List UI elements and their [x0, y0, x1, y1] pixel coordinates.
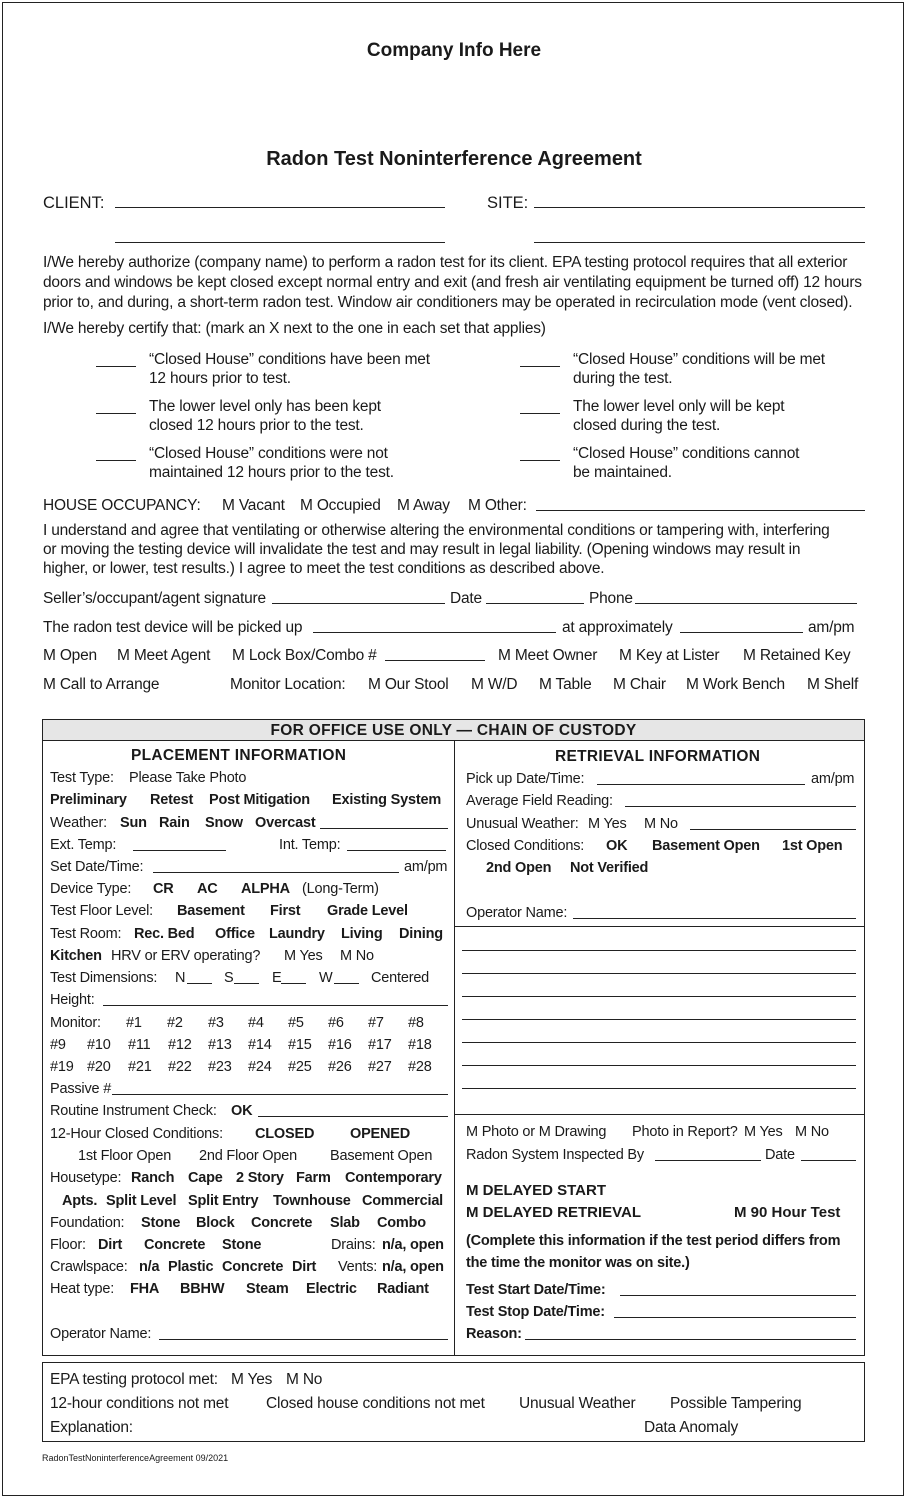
placement-heading: PLACEMENT INFORMATION: [131, 747, 347, 764]
floor-dirt[interactable]: Dirt: [98, 1237, 123, 1253]
hrv-yes[interactable]: M Yes: [284, 948, 323, 964]
floor-basement[interactable]: Basement: [177, 903, 245, 919]
loc-wd[interactable]: M W/D: [471, 676, 518, 693]
test-start-field[interactable]: [620, 1295, 856, 1296]
crawlspace-label: Crawlspace:: [50, 1259, 128, 1275]
monitor-option[interactable]: #24: [248, 1059, 272, 1075]
office-use-title: FOR OFFICE USE ONLY — CHAIN OF CUSTODY: [43, 720, 864, 741]
crawl-concrete[interactable]: Concrete: [222, 1259, 284, 1275]
access-lockbox[interactable]: M Lock Box/Combo #: [232, 647, 377, 664]
radon-system-field[interactable]: [655, 1160, 761, 1161]
photo-report-no[interactable]: M No: [795, 1124, 829, 1140]
understand-line-3: higher, or lower, test results.) I agree to meet the test conditions as described above.: [43, 560, 605, 577]
int-temp-field[interactable]: [347, 850, 446, 851]
epa-possible-tampering[interactable]: Possible Tampering: [670, 1395, 802, 1412]
room-kitchen[interactable]: Kitchen: [50, 948, 102, 964]
cond-5-b: maintained 12 hours prior to the test.: [149, 464, 394, 481]
pickup-date-ampm: am/pm: [811, 771, 855, 787]
cond-mark-1[interactable]: [96, 366, 136, 367]
unusual-field[interactable]: [690, 829, 856, 830]
floor-grade-level[interactable]: Grade Level: [327, 903, 408, 919]
understand-line-1: I understand and agree that ventilating or otherwise altering the environmental conditions or tampering with, interfering: [43, 522, 830, 539]
monitor-option[interactable]: #22: [168, 1059, 192, 1075]
house-contemporary[interactable]: Contemporary: [345, 1170, 442, 1186]
room-dining[interactable]: Dining: [399, 926, 443, 942]
site-field[interactable]: [534, 207, 865, 208]
form-footer: RadonTestNoninterferenceAgreement 09/2021: [42, 1453, 229, 1463]
weather-field[interactable]: [320, 828, 448, 829]
epa-yes[interactable]: M Yes: [231, 1371, 273, 1388]
room-rec-bed[interactable]: Rec. Bed: [134, 926, 195, 942]
monitor-option[interactable]: #27: [368, 1059, 392, 1075]
note-line[interactable]: [462, 1042, 856, 1043]
heat-type-label: Heat type:: [50, 1281, 115, 1297]
note-line[interactable]: [462, 1065, 856, 1066]
loc-chair[interactable]: M Chair: [613, 676, 666, 693]
office-divider: [454, 741, 455, 1355]
cond-6-a: “Closed House” conditions cannot: [573, 445, 800, 462]
cond-6-b: be maintained.: [573, 464, 672, 481]
floor-level-label: Test Floor Level:: [50, 903, 153, 919]
monitor-option[interactable]: #28: [408, 1059, 432, 1075]
occupancy-occupied[interactable]: M Occupied: [300, 497, 381, 514]
monitor-option[interactable]: #4: [248, 1015, 264, 1031]
type-retest[interactable]: Retest: [150, 792, 194, 808]
cond-4-a: The lower level only will be kept: [573, 398, 785, 415]
monitor-option[interactable]: #8: [408, 1015, 424, 1031]
vents-label: Vents:: [338, 1259, 378, 1275]
cond-3-b: closed 12 hours prior to the test.: [149, 417, 364, 434]
ninety-hour-test[interactable]: M 90 Hour Test: [734, 1204, 841, 1221]
monitor-option[interactable]: #14: [248, 1037, 272, 1053]
house-commercial[interactable]: Commercial: [362, 1193, 444, 1209]
monitor-option[interactable]: #25: [288, 1059, 312, 1075]
occupancy-label: HOUSE OCCUPANCY:: [43, 497, 201, 514]
note-line[interactable]: [462, 1019, 856, 1020]
passive-label: Passive #: [50, 1081, 112, 1097]
monitor-option[interactable]: #12: [168, 1037, 192, 1053]
retrieval-divider-2: [454, 1114, 864, 1115]
monitor-option[interactable]: #7: [368, 1015, 384, 1031]
loc-our-stool[interactable]: M Our Stool: [368, 676, 449, 693]
access-retained-key[interactable]: M Retained Key: [743, 647, 851, 664]
epa-met-label: EPA testing protocol met:: [50, 1371, 218, 1388]
pickup-field[interactable]: [313, 632, 556, 633]
test-start-label: Test Start Date/Time:: [466, 1282, 606, 1298]
room-office[interactable]: Office: [215, 926, 255, 942]
avg-reading-label: Average Field Reading:: [466, 793, 613, 809]
intro-line-3: prior to, and during, a short-term radon test. Window air conditioners may be operated in recirculation mode (vent closed).: [43, 294, 853, 311]
cond-mark-3[interactable]: [96, 413, 136, 414]
access-open[interactable]: M Open: [43, 647, 97, 664]
delayed-start[interactable]: M DELAYED START: [466, 1182, 607, 1199]
floor-first[interactable]: First: [270, 903, 301, 919]
heat-steam[interactable]: Steam: [246, 1281, 289, 1297]
type-existing-system[interactable]: Existing System: [332, 792, 442, 808]
monitor-label: Monitor:: [50, 1015, 101, 1031]
cond-closed[interactable]: CLOSED: [255, 1126, 315, 1142]
monitor-option[interactable]: #10: [87, 1037, 111, 1053]
floor-concrete[interactable]: Concrete: [144, 1237, 206, 1253]
lockbox-field[interactable]: [385, 660, 485, 661]
page-title: Radon Test Noninterference Agreement: [266, 148, 642, 170]
heat-radiant[interactable]: Radiant: [377, 1281, 429, 1297]
monitor-option[interactable]: #6: [328, 1015, 344, 1031]
weather-label: Weather:: [50, 815, 107, 831]
loc-work-bench[interactable]: M Work Bench: [686, 676, 785, 693]
cond-mark-4[interactable]: [520, 413, 560, 414]
retrieval-divider-1: [454, 926, 864, 927]
crawl-dirt[interactable]: Dirt: [292, 1259, 317, 1275]
avg-reading-field[interactable]: [625, 806, 856, 807]
monitor-option[interactable]: #19: [50, 1059, 74, 1075]
pickup-time-field[interactable]: [680, 632, 803, 633]
room-living[interactable]: Living: [341, 926, 383, 942]
ret-cond-2nd-open[interactable]: 2nd Open: [486, 860, 552, 876]
occupancy-vacant[interactable]: M Vacant: [222, 497, 285, 514]
device-long-term: (Long-Term): [302, 881, 379, 897]
dim-w-field[interactable]: [334, 983, 359, 984]
understand-line-2: or moving the testing device will invalidate the test and may result in legal liability. (Opening windows may result in: [43, 541, 801, 558]
vents-options[interactable]: n/a, open: [382, 1259, 444, 1275]
floor-stone[interactable]: Stone: [222, 1237, 262, 1253]
ret-cond-1st-open[interactable]: 1st Open: [782, 838, 843, 854]
pickup-ampm: am/pm: [808, 619, 855, 636]
epa-unusual-weather[interactable]: Unusual Weather: [519, 1395, 636, 1412]
monitor-option[interactable]: #9: [50, 1037, 66, 1053]
note-line[interactable]: [462, 950, 856, 951]
intro-line-2: doors and windows be kept closed except normal entry and exit (and fresh air ventilating equipment be turned off) 12 hours: [43, 274, 862, 291]
ext-temp-label: Ext. Temp:: [50, 837, 117, 853]
dim-n: N: [175, 970, 186, 986]
device-cr[interactable]: CR: [153, 881, 174, 897]
foundation-label: Foundation:: [50, 1215, 125, 1231]
placement-operator-field[interactable]: [159, 1339, 448, 1340]
device-ac[interactable]: AC: [197, 881, 218, 897]
height-field[interactable]: [103, 1005, 448, 1006]
cond-opened[interactable]: OPENED: [350, 1126, 411, 1142]
monitor-option[interactable]: #23: [208, 1059, 232, 1075]
retrieval-operator-label: Operator Name:: [466, 905, 568, 921]
test-stop-field[interactable]: [614, 1317, 856, 1318]
epa-data-anomaly[interactable]: Data Anomaly: [644, 1419, 739, 1436]
routine-ok[interactable]: OK: [231, 1103, 253, 1119]
date-field[interactable]: [486, 603, 584, 604]
heat-bbhw[interactable]: BBHW: [180, 1281, 225, 1297]
certify-line: I/We hereby certify that: (mark an X next to the one in each set that applies): [43, 320, 546, 337]
type-post-mitigation[interactable]: Post Mitigation: [209, 792, 310, 808]
house-2-story[interactable]: 2 Story: [236, 1170, 284, 1186]
dims-label: Test Dimensions:: [50, 970, 158, 986]
pickup-date-field[interactable]: [597, 784, 805, 785]
pickup-date-label: Pick up Date/Time:: [466, 771, 585, 787]
test-stop-label: Test Stop Date/Time:: [466, 1304, 605, 1320]
monitor-option[interactable]: #2: [167, 1015, 183, 1031]
note-line[interactable]: [462, 973, 856, 974]
house-split-level[interactable]: Split Level: [106, 1193, 177, 1209]
client-field[interactable]: [115, 207, 445, 208]
house-split-entry[interactable]: Split Entry: [188, 1193, 259, 1209]
monitor-option[interactable]: #26: [328, 1059, 352, 1075]
epa-no[interactable]: M No: [286, 1371, 323, 1388]
device-type-label: Device Type:: [50, 881, 132, 897]
take-photo: Please Take Photo: [129, 770, 247, 786]
placement-operator-label: Operator Name:: [50, 1326, 152, 1342]
client-label: CLIENT:: [43, 194, 105, 212]
dim-centered[interactable]: Centered: [371, 970, 430, 986]
monitor-option[interactable]: #3: [208, 1015, 224, 1031]
open-2nd-floor[interactable]: 2nd Floor Open: [199, 1148, 297, 1164]
loc-table[interactable]: M Table: [539, 676, 592, 693]
weather-sun[interactable]: Sun: [120, 815, 147, 831]
house-townhouse[interactable]: Townhouse: [273, 1193, 351, 1209]
closed-cond-label: 12-Hour Closed Conditions:: [50, 1126, 223, 1142]
company-info: Company Info Here: [366, 40, 542, 61]
site-label: SITE:: [487, 194, 529, 212]
epa-explanation-label: Explanation:: [50, 1419, 133, 1436]
occupancy-away[interactable]: M Away: [397, 497, 450, 514]
hrv-no[interactable]: M No: [340, 948, 374, 964]
retrieval-operator-field[interactable]: [573, 918, 856, 919]
test-room-label: Test Room:: [50, 926, 122, 942]
note-line[interactable]: [462, 1088, 856, 1089]
found-combo[interactable]: Combo: [377, 1215, 426, 1231]
dim-s-field[interactable]: [234, 983, 259, 984]
monitor-option[interactable]: #18: [408, 1037, 432, 1053]
drains-options[interactable]: n/a, open: [382, 1237, 444, 1253]
reason-field[interactable]: [525, 1339, 856, 1340]
cond-mark-5[interactable]: [96, 460, 136, 461]
housetype-label: Housetype:: [50, 1170, 122, 1186]
dim-s: S: [224, 970, 234, 986]
radon-system-date-field[interactable]: [801, 1160, 856, 1161]
radon-system-label: Radon System Inspected By: [466, 1147, 644, 1163]
date-label: Date: [450, 590, 482, 607]
intro-line-1: I/We hereby authorize (company name) to perform a radon test for its client. EPA testing protocol requires that all exterior: [43, 254, 848, 271]
house-cape[interactable]: Cape: [188, 1170, 223, 1186]
dim-e: E: [272, 970, 282, 986]
monitor-option[interactable]: #16: [328, 1037, 352, 1053]
reason-label: Reason:: [466, 1326, 522, 1342]
cond-1-b: 12 hours prior to test.: [149, 370, 291, 387]
cond-2-b: during the test.: [573, 370, 673, 387]
access-meet-agent[interactable]: M Meet Agent: [117, 647, 211, 664]
cond-1-a: “Closed House” conditions have been met: [149, 351, 430, 368]
retrieval-heading: RETRIEVAL INFORMATION: [555, 748, 761, 765]
monitor-option[interactable]: #20: [87, 1059, 111, 1075]
occupancy-other[interactable]: M Other:: [468, 497, 527, 514]
height-label: Height:: [50, 992, 95, 1008]
dim-w: W: [319, 970, 333, 986]
epa-closed-house[interactable]: Closed house conditions not met: [266, 1395, 485, 1412]
open-1st-floor[interactable]: 1st Floor Open: [78, 1148, 172, 1164]
weather-snow[interactable]: Snow: [205, 815, 243, 831]
crawl-plastic[interactable]: Plastic: [168, 1259, 214, 1275]
floor-type-label: Floor:: [50, 1237, 86, 1253]
pickup-approx: at approximately: [562, 619, 673, 636]
dim-n-field[interactable]: [187, 983, 212, 984]
weather-overcast[interactable]: Overcast: [255, 815, 316, 831]
loc-shelf[interactable]: M Shelf: [807, 676, 859, 693]
hrv-label: HRV or ERV operating?: [111, 948, 261, 964]
closed-conditions-label: Closed Conditions:: [466, 838, 585, 854]
access-call[interactable]: M Call to Arrange: [43, 676, 160, 693]
photo-in-report-label: Photo in Report?: [632, 1124, 738, 1140]
signature-label: Seller’s/occupant/agent signature: [43, 590, 266, 607]
complete-note-1: (Complete this information if the test period differs from: [466, 1233, 841, 1249]
monitor-option[interactable]: #13: [208, 1037, 232, 1053]
unusual-weather-label: Unusual Weather:: [466, 816, 579, 832]
cond-mark-2[interactable]: [520, 366, 560, 367]
monitor-option[interactable]: #5: [288, 1015, 304, 1031]
house-farm[interactable]: Farm: [296, 1170, 331, 1186]
set-date-field[interactable]: [153, 872, 399, 873]
house-ranch[interactable]: Ranch: [131, 1170, 175, 1186]
cond-5-a: “Closed House” conditions were not: [149, 445, 388, 462]
epa-12hr[interactable]: 12-hour conditions not met: [50, 1395, 229, 1412]
access-key-lister[interactable]: M Key at Lister: [619, 647, 720, 664]
cond-4-b: closed during the test.: [573, 417, 721, 434]
room-laundry[interactable]: Laundry: [269, 926, 325, 942]
occupancy-other-field[interactable]: [536, 510, 865, 511]
cond-mark-6[interactable]: [520, 460, 560, 461]
radon-system-date-label: Date: [765, 1147, 795, 1163]
routine-check-label: Routine Instrument Check:: [50, 1103, 217, 1119]
monitor-option[interactable]: #17: [368, 1037, 392, 1053]
test-type-label: Test Type:: [50, 770, 114, 786]
monitor-option[interactable]: #11: [128, 1037, 151, 1053]
found-block[interactable]: Block: [196, 1215, 235, 1231]
photo-drawing[interactable]: M Photo or M Drawing: [466, 1124, 607, 1140]
ret-cond-basement-open[interactable]: Basement Open: [652, 838, 760, 854]
heat-electric[interactable]: Electric: [306, 1281, 357, 1297]
phone-label: Phone: [589, 590, 633, 607]
device-alpha[interactable]: ALPHA: [241, 881, 290, 897]
passive-field[interactable]: [112, 1094, 448, 1095]
photo-report-yes[interactable]: M Yes: [744, 1124, 783, 1140]
unusual-no[interactable]: M No: [644, 816, 678, 832]
site-field-2[interactable]: [534, 242, 865, 243]
heat-fha[interactable]: FHA: [130, 1281, 160, 1297]
ret-cond-not-verified[interactable]: Not Verified: [570, 860, 649, 876]
pickup-label: The radon test device will be picked up: [43, 619, 303, 636]
unusual-yes[interactable]: M Yes: [588, 816, 627, 832]
access-meet-owner[interactable]: M Meet Owner: [498, 647, 598, 664]
type-preliminary[interactable]: Preliminary: [50, 792, 127, 808]
house-apts[interactable]: Apts.: [62, 1193, 98, 1209]
drains-label: Drains:: [331, 1237, 376, 1253]
routine-field[interactable]: [258, 1116, 448, 1117]
found-stone[interactable]: Stone: [141, 1215, 181, 1231]
note-line[interactable]: [462, 996, 856, 997]
client-field-2[interactable]: [115, 242, 445, 243]
int-temp-label: Int. Temp:: [279, 837, 341, 853]
weather-rain[interactable]: Rain: [159, 815, 190, 831]
set-date-label: Set Date/Time:: [50, 859, 144, 875]
found-slab[interactable]: Slab: [330, 1215, 360, 1231]
dim-e-field[interactable]: [281, 983, 306, 984]
monitor-option[interactable]: #1: [126, 1015, 142, 1031]
phone-field[interactable]: [635, 603, 857, 604]
ret-cond-ok[interactable]: OK: [606, 838, 628, 854]
ext-temp-field[interactable]: [133, 850, 226, 851]
signature-field[interactable]: [272, 603, 445, 604]
found-concrete[interactable]: Concrete: [251, 1215, 313, 1231]
complete-note-2: the time the monitor was on site.): [466, 1255, 690, 1271]
monitor-option[interactable]: #15: [288, 1037, 312, 1053]
monitor-location-label: Monitor Location:: [230, 676, 346, 693]
set-date-ampm: am/pm: [404, 859, 448, 875]
cond-2-a: “Closed House” conditions will be met: [573, 351, 825, 368]
crawl-na[interactable]: n/a: [139, 1259, 160, 1275]
monitor-option[interactable]: #21: [128, 1059, 152, 1075]
cond-3-a: The lower level only has been kept: [149, 398, 381, 415]
open-basement[interactable]: Basement Open: [330, 1148, 433, 1164]
delayed-retrieval[interactable]: M DELAYED RETRIEVAL: [466, 1204, 642, 1221]
